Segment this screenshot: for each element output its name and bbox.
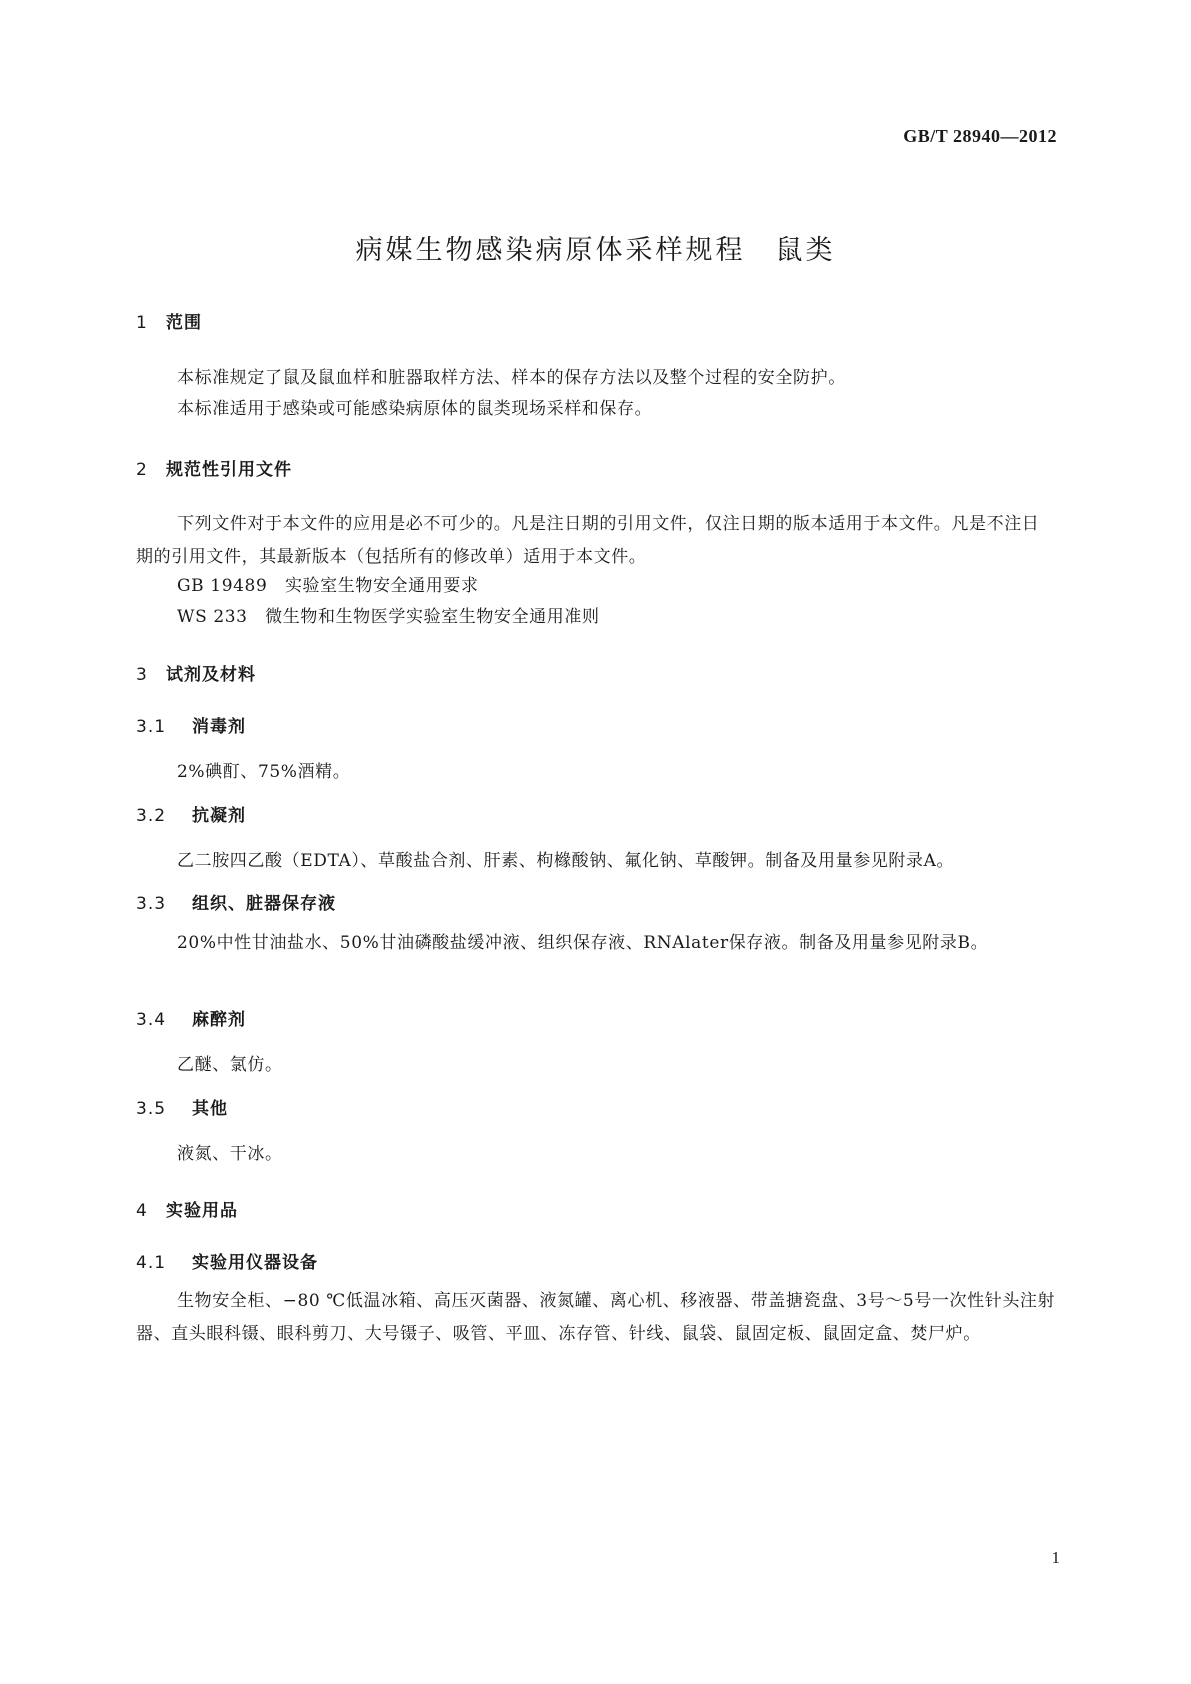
section-4-1-heading <box>136 1248 318 1273</box>
section-number: 3.5 <box>136 1099 167 1119</box>
section-4-heading <box>136 1196 238 1221</box>
reference-item: WS 233 微生物和生物医学实验室生物安全通用准则 <box>177 607 600 627</box>
section-number: 4.1 <box>136 1253 167 1273</box>
section-title: 试剂及材料 <box>166 665 256 685</box>
section-title: 实验用品 <box>166 1201 238 1221</box>
section-title: 规范性引用文件 <box>166 460 292 480</box>
section-title: 麻醉剂 <box>192 1010 246 1030</box>
section-title: 组织、脏器保存液 <box>192 894 336 914</box>
section-number: 3.2 <box>136 806 167 826</box>
section-3-heading <box>136 660 256 685</box>
standard-number: GB/T 28940—2012 <box>903 126 1057 146</box>
paragraph: 液氮、干冰。 <box>177 1144 283 1164</box>
section-3-5-heading <box>136 1094 228 1119</box>
section-title: 实验用仪器设备 <box>192 1253 318 1273</box>
section-number: 3 <box>136 665 148 685</box>
section-1-heading <box>136 308 202 333</box>
paragraph: 2%碘酊、75%酒精。 <box>177 762 351 782</box>
section-number: 4 <box>136 1201 148 1221</box>
section-3-3-heading <box>136 889 336 914</box>
section-title: 消毒剂 <box>192 717 246 737</box>
section-title: 抗凝剂 <box>192 806 246 826</box>
paragraph: 本标准适用于感染或可能感染病原体的鼠类现场采样和保存。 <box>177 399 653 419</box>
paragraph: 本标准规定了鼠及鼠血样和脏器取样方法、样本的保存方法以及整个过程的安全防护。 <box>177 368 846 388</box>
document-title: 病媒生物感染病原体采样规程 鼠类 <box>355 235 836 266</box>
section-title: 范围 <box>166 313 202 333</box>
paragraph: 生物安全柜、−80 ℃低温冰箱、高压灭菌器、液氮罐、离心机、移液器、带盖搪瓷盘、3号～5号一次性针头注射器、直头眼科镊、眼科剪刀、大号镊子、吸管、平皿、冻存管、针线、鼠袋、鼠固定板、鼠固定盒、焚尸炉。 <box>136 1291 1056 1344</box>
section-3-4-heading <box>136 1005 246 1030</box>
paragraph: 20%中性甘油盐水、50%甘油磷酸盐缓冲液、组织保存液、RNAlater保存液。制备及用量参见附录B。 <box>177 933 989 953</box>
section-3-1-heading <box>136 712 246 737</box>
paragraph: 下列文件对于本文件的应用是必不可少的。凡是注日期的引用文件，仅注日期的版本适用于本文件。凡是不注日期的引用文件，其最新版本（包括所有的修改单）适用于本文件。 <box>136 514 1040 567</box>
section-2-heading <box>136 455 292 480</box>
section-number: 1 <box>136 313 148 333</box>
section-number: 3.3 <box>136 894 167 914</box>
section-number: 2 <box>136 460 148 480</box>
reference-item: GB 19489 实验室生物安全通用要求 <box>177 576 479 596</box>
section-title: 其他 <box>192 1099 228 1119</box>
paragraph: 乙醚、氯仿。 <box>177 1055 283 1075</box>
paragraph: 乙二胺四乙酸（EDTA）、草酸盐合剂、肝素、枸橼酸钠、氟化钠、草酸钾。制备及用量参见附录A。 <box>177 851 955 871</box>
section-number: 3.4 <box>136 1010 167 1030</box>
section-number: 3.1 <box>136 717 167 737</box>
section-3-2-heading <box>136 801 246 826</box>
page-number: 1 <box>1051 1548 1060 1567</box>
